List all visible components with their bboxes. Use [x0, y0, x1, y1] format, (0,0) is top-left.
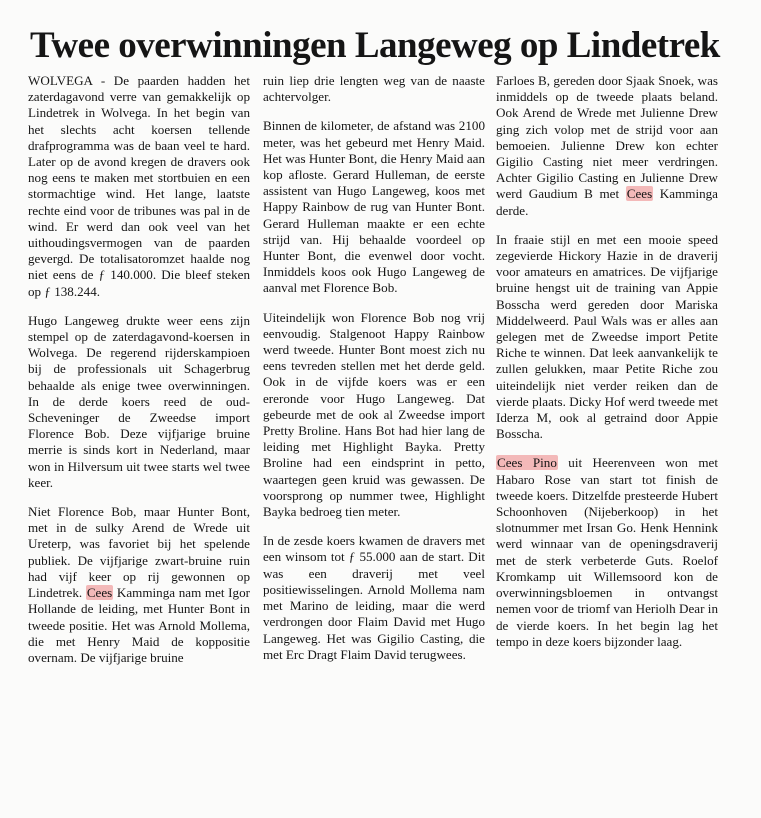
paragraph-text: Farloes B, gereden door Sjaak Snoek, was inmiddels op de tweede plaats beland. Ook Arend de Wrede met Julienne Drew ging zich volop met de strijd voor aan bemoeien. Julienne Drew kon echter Gigilio Casting niet meer verdringen. Achter Gigilio Casting en Julienne Drew werd Gaudium B met: [496, 73, 718, 202]
paragraph: Binnen de kilometer, de afstand was 2100 meter, was het gebeurd met Henry Maid. Het was Hunter Bont, die Henry Maid aan kop afloste. Gerard Hulleman, de eerste assistent van Hugo Langeweg, koos met Happy Rainbow de rug van Hunter Bont. Gerard Hulleman maakte er een echte strijd van. Hij behaalde voordeel op Hunter Bont, die evenwel door vocht. Inmiddels koos ook Hugo Langeweg de aanval met Florence Bob.: [263, 118, 485, 296]
highlighted-name: Cees Pino: [497, 455, 557, 471]
paragraph-text: uit Heerenveen won met Habaro Rose van start tot finish de tweede koers. Ditzelfde presteerde Hubert Schoonhoven (Nijeberkoop) in het slotnummer met Irsan Go. Henk Hennink werd winnaar van de openingsdraverij met de sterk verbeterde Guts. Roelof Kromkamp uit Willemsoord kon de overwinningsbloemen in ontvangst nemen voor de triomf van Heriolh Dear in de vierde koers. In het begin lag het tempo in deze koers bijzonder laag.: [496, 455, 718, 649]
paragraph: [496, 455, 718, 649]
article-column-3: [496, 73, 718, 663]
article-column-1: [28, 73, 250, 679]
article-column-2: [263, 73, 485, 676]
article-headline: Twee overwinningen Langeweg op Lindetrek: [30, 25, 720, 66]
paragraph: Uiteindelijk won Florence Bob nog vrij eenvoudig. Stalgenoot Happy Rainbow werd tweede. Hunter Bont moest zich nu eens tevreden stellen met het derde geld. Ook in de vijfde koers was er een ereronde voor Hugo Langeweg. Dat gebeurde met de ook al Zweedse import Pretty Broline. Hans Bot had hier lang de leiding met Highlight Bayka. Pretty Broline had een eindsprint in petto, waartegen geen kruid was gewassen. De voorsprong op nummer twee, Highlight Bayka bedroeg tien meter.: [263, 309, 485, 520]
dateline: WOLVEGA: [28, 73, 93, 88]
paragraph: [28, 504, 250, 666]
paragraph: In de zesde koers kwamen de dravers met een winsom tot ƒ 55.000 aan de start. Dit was een draverij met veel positiewisselingen. Arnold Mollema nam met Marino de leiding, maar die werd verdrongen door Flaim David met Hugo Langeweg. Het was Gigilio Casting, die met Erc Dragt Flaim David terugwees.: [263, 533, 485, 662]
paragraph: [496, 73, 718, 219]
paragraph: In fraaie stijl en met een mooie speed zegevierde Hickory Hazie in de draverij voor amateurs en amatrices. De vijfjarige bruine hengst uit de training van Appie Bosscha werd gereden door Mariska Middelweerd. Paul Wals was er alles aan gelegen met de Zweedse import Petite Riche te winnen. Dat leek aanvankelijk te zullen gelukken, maar Petite Riche zou uiteindelijk niet verder reiken dan de vierde plaats. Dicky Hof werd tweede met Iderza M, ook al getraind door Appie Bosscha.: [496, 231, 718, 442]
highlighted-name: Cees: [86, 585, 113, 601]
paragraph-text: Niet Florence Bob, maar Hunter Bont, met in de sulky Arend de Wrede uit Ureterp, was favoriet bij het spelende publiek. De vijfjarige zwart-bruine ruin had vijf keer op rij gewonnen op Lindetrek.: [28, 504, 250, 601]
paragraph: Hugo Langeweg drukte weer eens zijn stempel op de zaterdagavond-koersen in Wolvega. De regerend rijderskampioen bij de professionals uit Schagerbrug behaalde als enige twee overwinningen. In de derde koers reed de oud-Scheveninger de Zweedse import Florence Bob. Deze vijfjarige bruine merrie is sinds kort in Nederland, maar won in Hilversum uit twee starts wel twee keer.: [28, 312, 250, 490]
paragraph-text: Kamminga derde.: [496, 186, 718, 218]
paragraph-text: - De paarden hadden het zaterdagavond verre van gemakkelijk op Lindetrek in Wolvega. In het begin van het slechts acht koersen tellende drafprogramma was de baan veel te hard. Later op de avond kregen de dravers ook nog eens te maken met stortbuien en een stormachtige wind. Het lange, laatste rechte eind voor de tribunes was pal in de wind. Er werd dan ook veel van het uithoudingsvermogen van de paarden gevergd. De totalisatoromzet haalde nog niet eens de ƒ 140.000. Die bleef steken op ƒ 138.244.: [28, 73, 250, 299]
paragraph-opening: [28, 73, 250, 300]
paragraph: ruin liep drie lengten weg van de naaste achtervolger.: [263, 73, 485, 105]
highlighted-name: Cees: [626, 186, 653, 202]
paragraph-text: Kamminga nam met Igor Hollande de leiding, met Hunter Bont in tweede positie. Het was Arnold Mollema, die met Henry Maid de koppositie overnam. De vijfjarige bruine: [28, 585, 250, 665]
